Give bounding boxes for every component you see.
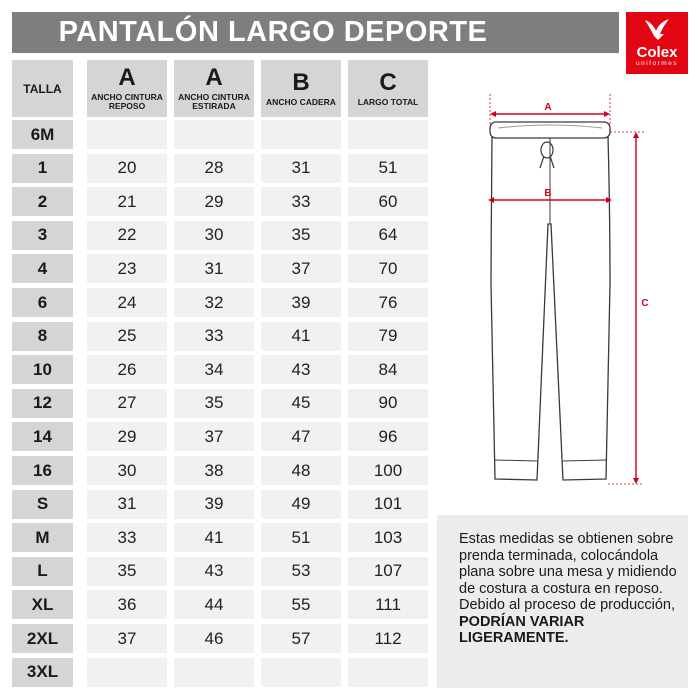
value-cell: 60: [348, 187, 428, 216]
column-label: ANCHO CINTURA REPOSO: [91, 92, 163, 111]
size-cell: 12: [12, 389, 73, 418]
value-cell: 23: [87, 254, 167, 283]
size-cell: 2: [12, 187, 73, 216]
value-cell: 41: [174, 523, 254, 552]
value-cell: 25: [87, 322, 167, 351]
value-cell: 38: [174, 456, 254, 485]
value-cell: 28: [174, 154, 254, 183]
size-header-label: TALLA: [23, 81, 62, 96]
size-cell: 4: [12, 254, 73, 283]
note-text: Estas medidas se obtienen sobre prenda terminada, colocándola plana sobre una mesa y midiendo de costura a costura en reposo. Debido al proceso de producción,: [459, 531, 677, 613]
value-cell: 90: [348, 389, 428, 418]
value-cell: 101: [348, 490, 428, 519]
value-cell: 31: [174, 254, 254, 283]
size-cell: 2XL: [12, 624, 73, 653]
value-cell: 51: [261, 523, 341, 552]
page-title-text: PANTALÓN LARGO DEPORTE: [58, 16, 488, 48]
value-cell: 31: [87, 490, 167, 519]
dimension-b-label: B: [544, 188, 552, 199]
size-column-header: [12, 60, 73, 117]
column-letter: A: [118, 64, 136, 91]
value-cell: [261, 120, 341, 149]
value-cell: 43: [261, 355, 341, 384]
value-cell: 64: [348, 221, 428, 250]
value-cell: 47: [261, 422, 341, 451]
value-cell: 35: [87, 557, 167, 586]
column-header-waist-stretched: [174, 60, 254, 117]
note-emphasis: PODRÍAN VARIAR LIGERAMENTE.: [459, 613, 585, 646]
value-cell: [261, 658, 341, 687]
column-letter: C: [379, 68, 397, 96]
column-header-waist-rest: [87, 60, 167, 117]
value-cell: 70: [348, 254, 428, 283]
dimension-c: [608, 132, 644, 484]
value-cell: 20: [87, 154, 167, 183]
value-cell: [348, 658, 428, 687]
column-letter: A: [205, 64, 223, 91]
value-cell: 100: [348, 456, 428, 485]
value-cell: 34: [174, 355, 254, 384]
value-cell: 35: [261, 221, 341, 250]
dimension-a-label: A: [544, 102, 552, 113]
value-cell: [87, 120, 167, 149]
value-cell: 35: [174, 389, 254, 418]
value-cell: 57: [261, 624, 341, 653]
value-cell: 49: [261, 490, 341, 519]
size-cell: 10: [12, 355, 73, 384]
value-cell: [174, 120, 254, 149]
value-cell: 39: [261, 288, 341, 317]
size-cell: 1: [12, 154, 73, 183]
value-cell: 39: [174, 490, 254, 519]
value-cell: 30: [87, 456, 167, 485]
size-cell: M: [12, 523, 73, 552]
value-cell: 33: [261, 187, 341, 216]
size-cell: 14: [12, 422, 73, 451]
value-cell: 53: [261, 557, 341, 586]
value-cell: 30: [174, 221, 254, 250]
value-cell: 112: [348, 624, 428, 653]
value-cell: 96: [348, 422, 428, 451]
value-cell: 33: [87, 523, 167, 552]
logo-name: Colex: [636, 44, 678, 61]
brand-logo: [626, 12, 688, 74]
value-cell: 37: [261, 254, 341, 283]
size-cell: 8: [12, 322, 73, 351]
size-cell: L: [12, 557, 73, 586]
value-cell: 31: [261, 154, 341, 183]
value-cell: 29: [174, 187, 254, 216]
value-cell: 76: [348, 288, 428, 317]
value-cell: 84: [348, 355, 428, 384]
size-cell: XL: [12, 590, 73, 619]
value-cell: 107: [348, 557, 428, 586]
value-cell: 24: [87, 288, 167, 317]
page-title: [12, 12, 619, 53]
column-header-hip-width: [261, 60, 341, 117]
value-cell: 37: [87, 624, 167, 653]
bird-logo-icon: [642, 16, 672, 44]
value-cell: 51: [348, 154, 428, 183]
column-header-total-length: [348, 60, 428, 117]
column-letter: B: [292, 68, 310, 96]
size-cell: 6M: [12, 120, 73, 149]
dimension-c-label: C: [641, 298, 649, 309]
column-label: ANCHO CADERA: [266, 96, 336, 107]
value-cell: 46: [174, 624, 254, 653]
value-cell: 41: [261, 322, 341, 351]
value-cell: 45: [261, 389, 341, 418]
value-cell: 55: [261, 590, 341, 619]
value-cell: 111: [348, 590, 428, 619]
value-cell: 26: [87, 355, 167, 384]
value-cell: [348, 120, 428, 149]
value-cell: 43: [174, 557, 254, 586]
size-cell: 3XL: [12, 658, 73, 687]
size-cell: 6: [12, 288, 73, 317]
column-label: LARGO TOTAL: [357, 96, 419, 107]
value-cell: 37: [174, 422, 254, 451]
logo-subtitle: uniformes: [635, 60, 679, 67]
value-cell: 36: [87, 590, 167, 619]
value-cell: 22: [87, 221, 167, 250]
value-cell: 48: [261, 456, 341, 485]
value-cell: 29: [87, 422, 167, 451]
value-cell: [87, 658, 167, 687]
size-cell: S: [12, 490, 73, 519]
value-cell: 44: [174, 590, 254, 619]
size-cell: 16: [12, 456, 73, 485]
size-cell: 3: [12, 221, 73, 250]
pants-diagram: [448, 84, 660, 504]
value-cell: 27: [87, 389, 167, 418]
value-cell: 79: [348, 322, 428, 351]
measurement-note: [437, 515, 688, 688]
column-label: ANCHO CINTURA ESTIRADA: [178, 92, 250, 111]
value-cell: [174, 658, 254, 687]
value-cell: 32: [174, 288, 254, 317]
value-cell: 21: [87, 187, 167, 216]
value-cell: 33: [174, 322, 254, 351]
value-cell: 103: [348, 523, 428, 552]
